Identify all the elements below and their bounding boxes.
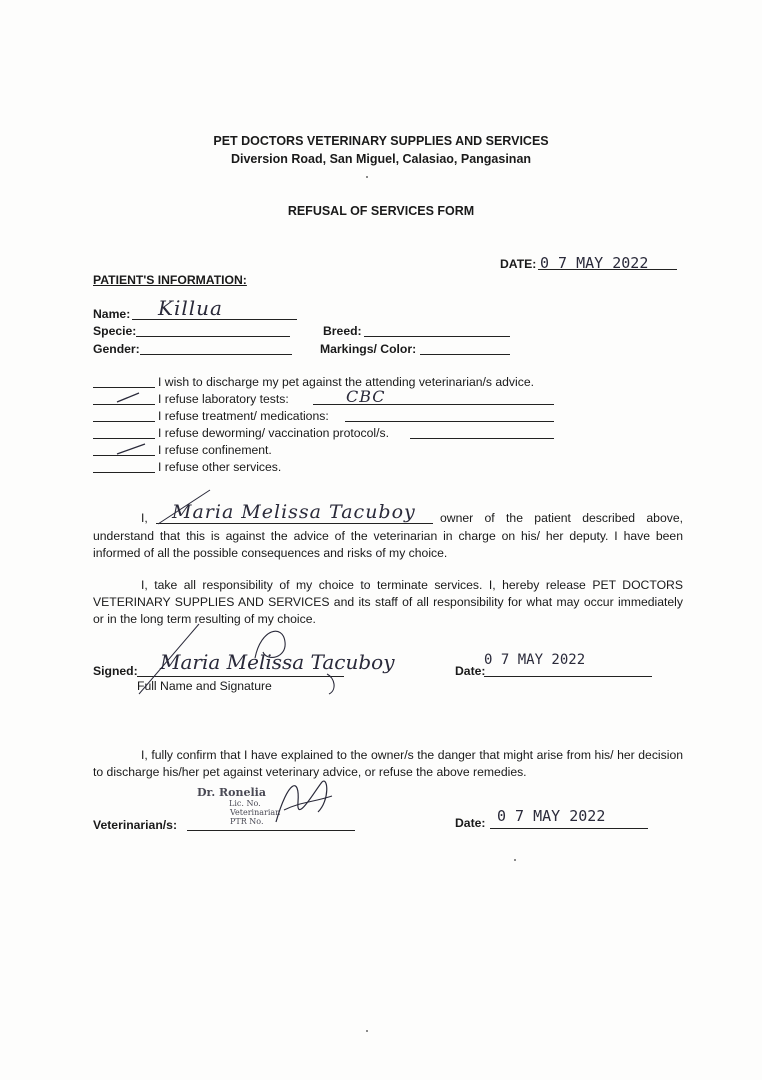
scan-speck	[366, 176, 368, 178]
signed-label: Signed:	[93, 664, 138, 678]
option-detail: CBC	[346, 387, 386, 406]
date-stamp: 0 7 MAY 2022	[540, 254, 649, 272]
patient-section-title: PATIENT'S INFORMATION:	[93, 273, 247, 287]
name-label: Name:	[93, 307, 131, 321]
veterinarian-label: Veterinarian/s:	[93, 818, 177, 832]
vet-date-stamp: 0 7 MAY 2022	[497, 807, 606, 825]
breed-line	[364, 336, 510, 337]
check-mark-icon	[115, 442, 147, 456]
owner-date-stamp: 0 7 MAY 2022	[484, 652, 586, 668]
option-text: I refuse deworming/ vaccination protocol/s.	[158, 426, 389, 440]
option-blank[interactable]	[93, 472, 155, 473]
specie-line	[136, 336, 290, 337]
statement-prefix: I,	[141, 511, 148, 525]
vet-date-label: Date:	[455, 816, 486, 830]
option-text: I refuse confinement.	[158, 443, 272, 457]
option-text: I refuse treatment/ medications:	[158, 409, 329, 423]
name-value: Killua	[158, 296, 223, 320]
pen-stroke	[156, 488, 216, 528]
gender-label: Gender:	[93, 342, 140, 356]
markings-line	[420, 354, 510, 355]
markings-label: Markings/ Color:	[320, 342, 417, 356]
owner-signature-text: Maria Melissa Tacuboy	[160, 650, 395, 674]
scan-speck	[366, 1030, 368, 1032]
form-title: REFUSAL OF SERVICES FORM	[287, 204, 475, 218]
confirmation-text: I, fully confirm that I have explained to the owner/s the danger that might arise from his/ her decision to discharge his/her pet against veterinary advice, or refuse the above remedies.	[93, 748, 683, 779]
date-label: DATE:	[500, 257, 537, 271]
stamp-name: Dr. Ronelia	[197, 786, 266, 799]
signature-sub-label: Full Name and Signature	[137, 679, 272, 693]
option-detail-line	[345, 421, 554, 422]
clinic-address: Diversion Road, San Miguel, Calasiao, Pangasinan	[230, 152, 532, 166]
vet-date-line	[490, 828, 648, 829]
confirmation-paragraph	[93, 747, 683, 781]
option-text: I refuse laboratory tests:	[158, 392, 289, 406]
statement-body: understand that this is against the advice of the veterinarian in charge on his/ her deputy. I have been informed of all the possible consequences and risks of my choice.	[93, 529, 683, 560]
stamp-license: Lic. No.	[229, 799, 261, 808]
owner-name: Maria Melissa Tacuboy	[172, 501, 416, 523]
veterinarian-signature	[270, 772, 340, 832]
breed-label: Breed:	[323, 324, 362, 338]
owner-date-label: Date:	[455, 664, 486, 678]
option-blank[interactable]	[93, 421, 155, 422]
responsibility-text: I, take all responsibility of my choice to terminate services. I, hereby release PET DOCTORS VETERINARY SUPPLIES AND SERVICES and its staff of all responsibility for what may occur immediately or in the long term resulting of my choice.	[93, 578, 683, 626]
option-blank[interactable]	[93, 387, 155, 388]
owner-date-line	[484, 676, 652, 677]
option-text: I wish to discharge my pet against the attending veterinarian/s advice.	[158, 375, 534, 389]
option-text: I refuse other services.	[158, 460, 282, 474]
clinic-name: PET DOCTORS VETERINARY SUPPLIES AND SERVICES	[213, 134, 549, 148]
check-mark-icon	[115, 391, 141, 405]
option-blank[interactable]	[93, 438, 155, 439]
statement-suffix: owner of the patient described above,	[440, 511, 683, 525]
option-detail-line	[410, 438, 554, 439]
gender-line	[140, 354, 292, 355]
specie-label: Specie:	[93, 324, 137, 338]
stamp-ptr: PTR No.	[230, 817, 264, 826]
scan-speck	[514, 859, 516, 861]
stamp-title: Veterinarian	[230, 808, 281, 817]
